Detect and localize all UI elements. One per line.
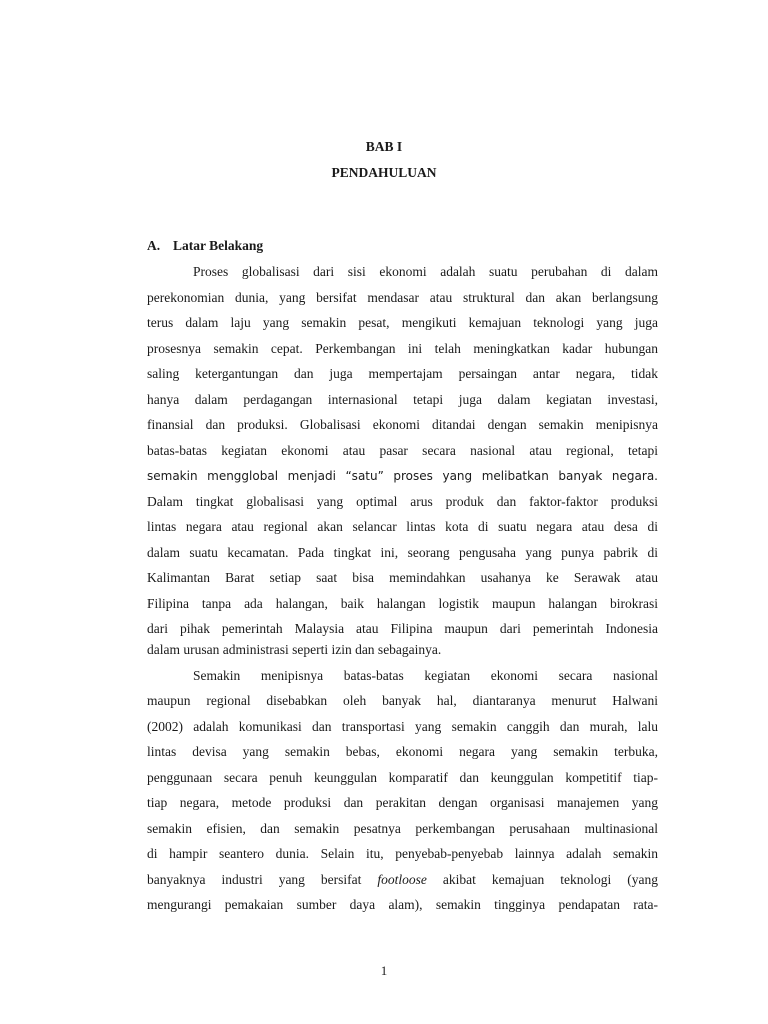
paragraph-line: dari pihak pemerintah Malaysia atau Filipina maupun dari pemerintah Indonesia	[147, 621, 658, 636]
paragraph-line: mengurangi pemakaian sumber daya alam), semakin tingginya pendapatan rata-	[147, 897, 658, 912]
page-number: 1	[380, 963, 388, 978]
paragraph-line	[147, 871, 658, 889]
paragraph-line: Dalam tingkat globalisasi yang optimal arus produk dan faktor-faktor produksi	[147, 493, 658, 509]
section-letter: A.	[147, 238, 161, 253]
italic-term: footloose	[377, 871, 427, 887]
chapter-title: PENDAHULUAN	[331, 165, 437, 180]
paragraph-line: Semakin menipisnya batas-batas kegiatan ekonomi secara nasional	[193, 667, 658, 683]
text-run: akibat kemajuan teknologi (yang	[426, 871, 658, 887]
paragraph-line: semakin efisien, dan semakin pesatnya perkembangan perusahaan multinasional	[147, 820, 658, 836]
paragraph-line: perekonomian dunia, yang bersifat mendasar atau struktural dan akan berlangsung	[147, 289, 658, 305]
paragraph-line: maupun regional disebabkan oleh banyak hal, diantaranya menurut Halwani	[147, 693, 658, 708]
paragraph-line: lintas devisa yang semakin bebas, ekonomi negara yang semakin terbuka,	[147, 744, 658, 759]
paragraph-line: batas-batas kegiatan ekonomi atau pasar secara nasional atau regional, tetapi	[147, 442, 658, 458]
paragraph-line: Filipina tanpa ada halangan, baik halangan logistik maupun halangan birokrasi	[147, 595, 658, 611]
paragraph-line: (2002) adalah komunikasi dan transportasi yang semakin canggih dan murah, lalu	[147, 718, 658, 734]
paragraph-line: finansial dan produksi. Globalisasi ekonomi ditandai dengan semakin menipisnya	[147, 417, 658, 432]
paragraph-line: Proses globalisasi dari sisi ekonomi adalah suatu perubahan di dalam	[193, 264, 658, 279]
paragraph-line: dalam urusan administrasi seperti izin dan sebagainya.	[147, 642, 442, 657]
paragraph-line: dalam suatu kecamatan. Pada tingkat ini, seorang pengusaha yang punya pabrik di	[147, 544, 658, 560]
chapter-number: BAB I	[365, 139, 403, 154]
paragraph-line: saling ketergantungan dan juga mempertajam persaingan antar negara, tidak	[147, 366, 658, 381]
paragraph-line: tiap negara, metode produksi dan perakitan dengan organisasi manajemen yang	[147, 795, 658, 810]
paragraph-line: prosesnya semakin cepat. Perkembangan ini telah meningkatkan kadar hubungan	[147, 340, 658, 356]
paragraph-line: Kalimantan Barat setiap saat bisa memindahkan usahanya ke Serawak atau	[147, 570, 658, 585]
paragraph-line: di hampir seantero dunia. Selain itu, penyebab-penyebab lainnya adalah semakin	[147, 846, 658, 861]
section-heading	[147, 238, 263, 254]
section-title: Latar Belakang	[173, 238, 264, 253]
paragraph-line: terus dalam laju yang semakin pesat, mengikuti kemajuan teknologi yang juga	[147, 315, 658, 330]
paragraph-line: penggunaan secara penuh keunggulan komparatif dan keunggulan kompetitif tiap-	[147, 769, 658, 785]
paragraph-line: lintas negara atau regional akan selancar lintas kota di suatu negara atau desa di	[147, 519, 658, 534]
paragraph-line: hanya dalam perdagangan internasional tetapi juga dalam kegiatan investasi,	[147, 391, 658, 407]
text-run: banyaknya industri yang bersifat	[147, 871, 378, 887]
paragraph-line: semakin mengglobal menjadi “satu” proses yang melibatkan banyak negara.	[147, 469, 658, 483]
